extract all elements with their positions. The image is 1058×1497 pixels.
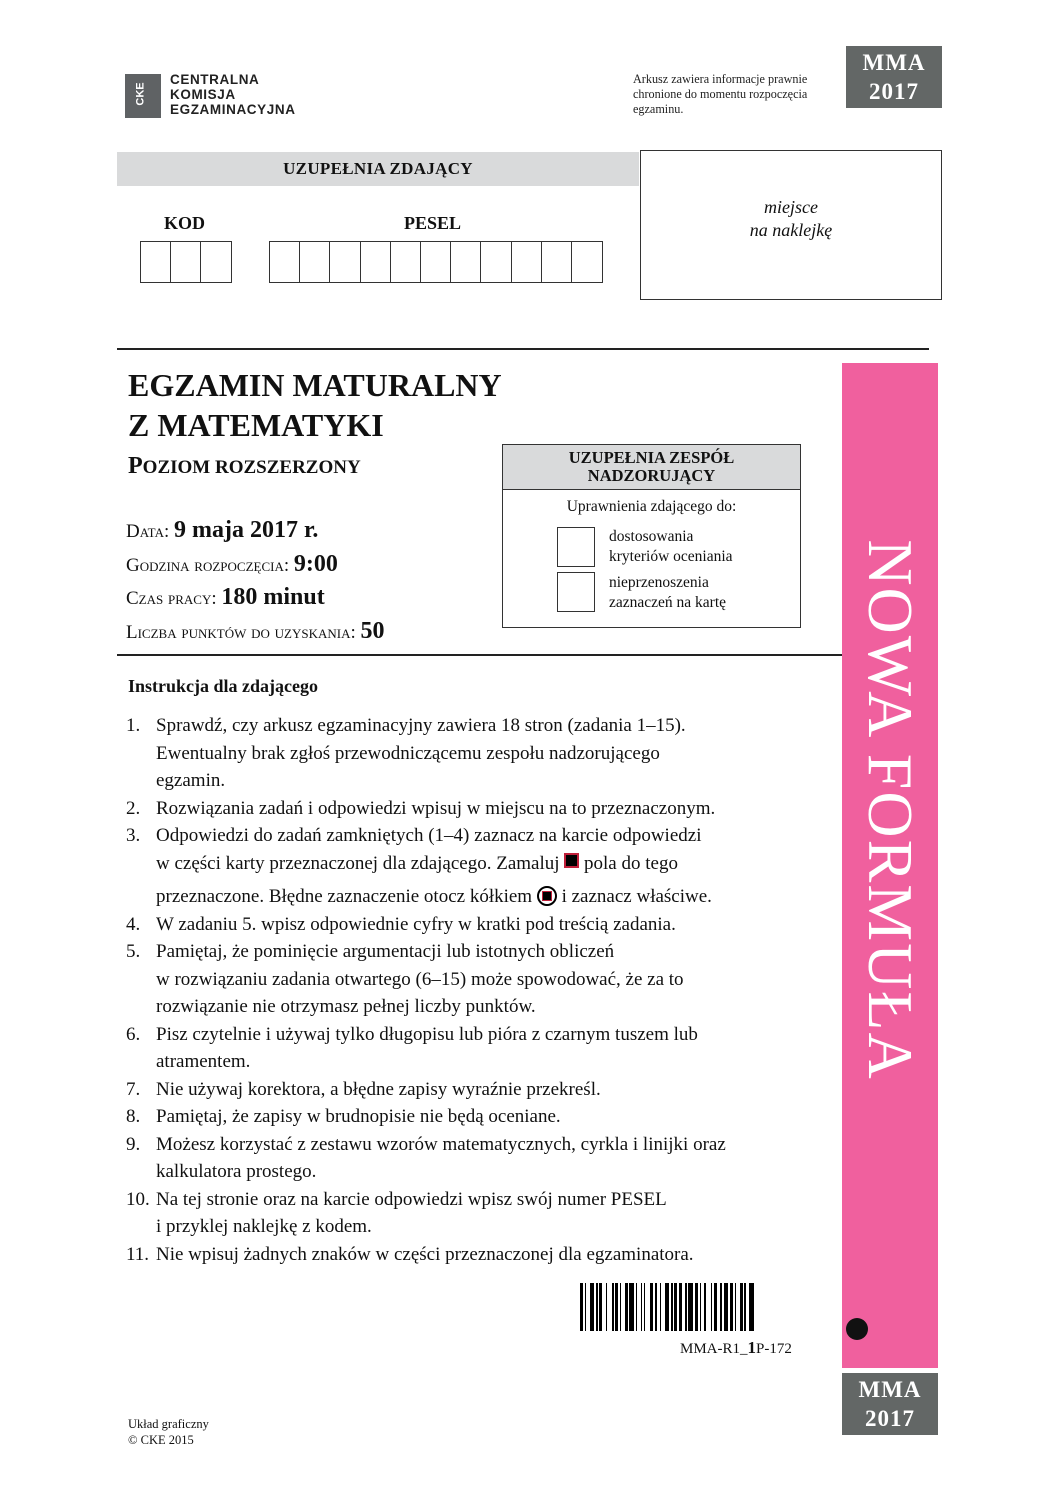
item-line: Nie używaj korektora, a błędne zapisy wyraźnie przekreśl. [156, 1078, 601, 1100]
barcode-bar [754, 1283, 756, 1331]
pesel-digit-box[interactable] [421, 242, 451, 282]
instruction-item-3 [126, 822, 826, 911]
supervisors-header-line2: NADZORUJĄCY [587, 466, 716, 485]
barcode-label-bold: 1 [747, 1338, 757, 1357]
item-line: Rozwiązania zadań i odpowiedzi wpisuj w miejscu na to przeznaczonym. [156, 797, 716, 819]
adjusted-criteria-label [609, 527, 733, 567]
item-line [156, 883, 712, 911]
option1-line2: kryteriów oceniania [609, 548, 733, 565]
registration-dot [846, 1318, 868, 1340]
instruction-item-4 [126, 911, 826, 939]
item-line [156, 850, 712, 878]
sticker-placeholder [640, 150, 942, 300]
start-label: Godzina rozpoczęcia [126, 555, 284, 576]
exam-title-line1: EGZAMIN MATURALNY [128, 367, 502, 403]
item-line: Odpowiedzi do zadań zamkniętych (1–4) zaznacz na karcie odpowiedzi [156, 825, 702, 846]
item-number: 9. [126, 1133, 141, 1155]
pesel-digit-box[interactable] [451, 242, 481, 282]
pesel-digit-box[interactable] [512, 242, 542, 282]
item-line: i przyklej naklejkę z kodem. [156, 1216, 372, 1237]
confidential-notice: Arkusz zawiera informacje prawnie chronione do momentu rozpoczęcia egzaminu. [633, 72, 808, 116]
instructions-list [126, 712, 826, 1268]
exam-level-initial: P [128, 453, 143, 479]
pesel-digit-box[interactable] [361, 242, 391, 282]
footer-line1: Układ graficzny [128, 1417, 209, 1431]
item-line-part: pola do tego [584, 852, 678, 874]
instruction-item-8 [126, 1103, 826, 1131]
instruction-item-2 [126, 795, 826, 823]
no-transfer-label [609, 573, 726, 613]
pesel-digit-box[interactable] [330, 242, 360, 282]
points-value: 50 [360, 618, 385, 644]
item-line-part: i zaznacz właściwe. [561, 886, 712, 907]
item-line: kalkulatora prostego. [156, 1161, 317, 1182]
exam-duration: Czas pracy: 180 minut [126, 584, 325, 610]
instruction-item-6 [126, 1021, 826, 1076]
date-label: Data [126, 521, 164, 542]
item-line: rozwiązanie nie otrzymasz pełnej liczby punktów. [156, 996, 536, 1017]
item-number: 5. [126, 941, 141, 962]
barcode [580, 1283, 816, 1331]
item-line: atramentem. [156, 1051, 251, 1072]
kod-input-boxes[interactable] [140, 241, 232, 283]
exam-points: Liczba punktów do uzyskania: 50 [126, 618, 385, 644]
exam-code-top [846, 46, 942, 108]
duration-label: Czas pracy [126, 588, 212, 609]
pesel-digit-box[interactable] [270, 242, 300, 282]
option2-line2: zaznaczeń na kartę [609, 594, 727, 611]
exam-code-bottom-line1: MMA [858, 1377, 922, 1402]
item-line: Pamiętaj, że zapisy w brudnopisie nie będą oceniane. [156, 1106, 561, 1127]
instructions-title: Instrukcja dla zdającego [128, 676, 318, 696]
item-line: Ewentualny brak zgłoś przewodniczącemu zespołu nadzorującego [156, 742, 660, 764]
exam-code-top-line2: 2017 [869, 79, 919, 104]
item-number: 11. [126, 1243, 150, 1265]
item-number: 1. [126, 715, 141, 736]
pesel-label: PESEL [404, 213, 462, 233]
pesel-digit-box[interactable] [391, 242, 421, 282]
pesel-digit-box[interactable] [481, 242, 511, 282]
item-line-part: przeznaczone. Błędne zaznaczenie otocz kółkiem [156, 886, 533, 907]
item-number: 2. [126, 797, 141, 819]
item-line: Pisz czytelnie i używaj tylko długopisu lub pióra z czarnym tuszem lub [156, 1023, 698, 1045]
instruction-item-9 [126, 1131, 826, 1186]
exam-code-bottom [842, 1373, 938, 1435]
exam-start-time: Godzina rozpoczęcia: 9:00 [126, 551, 338, 577]
pesel-digit-box[interactable] [572, 242, 602, 282]
item-line: Na tej stronie oraz na karcie odpowiedzi wpisz swój numer PESEL [156, 1188, 667, 1210]
item-line: Pamiętaj, że pominięcie argumentacji lub istotnych obliczeń [156, 941, 615, 962]
item-line: w rozwiązaniu zadania otwartego (6–15) może spowodować, że za to [156, 968, 684, 990]
date-value: 9 maja 2017 r. [174, 517, 319, 543]
exam-level-rest: OZIOM ROZSZERZONY [142, 457, 361, 478]
kod-digit-box[interactable] [171, 242, 201, 282]
option2-line1: nieprzenoszenia [609, 574, 709, 591]
logo-line-2: KOMISJA [170, 87, 236, 102]
supervisors-box [502, 444, 801, 628]
logo-line-1: CENTRALNA [170, 72, 260, 87]
instruction-item-11 [126, 1241, 826, 1269]
kod-label: KOD [164, 213, 206, 233]
pesel-digit-box[interactable] [542, 242, 572, 282]
barcode-label-suffix: P-172 [756, 1341, 792, 1357]
kod-digit-box[interactable] [201, 242, 231, 282]
supervisors-subtitle: Uprawnienia zdającego do: [566, 498, 737, 515]
side-banner-text [842, 520, 938, 1100]
circled-square-icon [537, 886, 557, 906]
item-line: Nie wpisuj żadnych znaków w części przeznaczonej dla egzaminatora. [156, 1243, 694, 1265]
item-line-part: w części karty przeznaczonej dla zdającego. Zamaluj [156, 852, 560, 874]
points-label: Liczba punktów do uzyskania [126, 622, 351, 643]
barcode-label [680, 1338, 792, 1358]
footer [128, 1416, 209, 1448]
exam-date: Data: 9 maja 2017 r. [126, 517, 319, 543]
item-number: 3. [126, 825, 141, 846]
start-value: 9:00 [293, 551, 338, 577]
supervisors-header-line1: UZUPEŁNIA ZESPÓŁ [568, 448, 735, 467]
exam-level [128, 453, 361, 480]
exam-code-top-line1: MMA [862, 50, 926, 75]
instruction-item-10 [126, 1186, 826, 1241]
item-number: 8. [126, 1106, 141, 1127]
instruction-item-1 [126, 712, 826, 795]
item-number: 7. [126, 1078, 141, 1100]
divider-middle [117, 654, 842, 656]
item-line: Sprawdź, czy arkusz egzaminacyjny zawiera 18 stron (zadania 1–15). [156, 715, 686, 736]
sticker-line1: miejsce [764, 197, 818, 217]
instruction-item-5 [126, 938, 826, 1021]
duration-value: 180 minut [221, 584, 325, 610]
item-number: 10. [126, 1188, 150, 1210]
item-line: W zadaniu 5. wpisz odpowiednie cyfry w kratki pod treścią zadania. [156, 913, 676, 935]
item-line: egzamin. [156, 770, 226, 791]
no-transfer-checkbox[interactable] [557, 572, 595, 612]
instruction-item-7 [126, 1076, 826, 1104]
item-number: 4. [126, 913, 141, 935]
adjusted-criteria-checkbox[interactable] [557, 527, 595, 567]
pesel-digit-box[interactable] [300, 242, 330, 282]
sticker-line2: na naklejkę [749, 220, 833, 240]
cke-logo-text [170, 72, 296, 117]
item-number: 6. [126, 1023, 141, 1045]
exam-title-line2: Z MATEMATYKI [128, 407, 384, 443]
barcode-label-prefix: MMA-R1_ [680, 1341, 748, 1357]
kod-digit-box[interactable] [141, 242, 171, 282]
side-banner-label: NOWA FORMUŁA [855, 539, 926, 1081]
logo-line-3: EGZAMINACYJNA [170, 102, 296, 117]
student-section-banner: UZUPEŁNIA ZDAJĄCY [117, 152, 639, 186]
footer-line2: © CKE 2015 [128, 1433, 194, 1447]
filled-square-icon [564, 853, 579, 868]
item-line: Możesz korzystać z zestawu wzorów matematycznych, cyrkla i linijki oraz [156, 1133, 726, 1155]
option1-line1: dostosowania [609, 528, 694, 545]
exam-code-bottom-line2: 2017 [865, 1406, 915, 1431]
cke-logo-mark: CKE [125, 74, 161, 118]
divider-top [117, 348, 929, 350]
pesel-input-boxes[interactable] [269, 241, 603, 283]
supervisors-header [503, 445, 800, 490]
